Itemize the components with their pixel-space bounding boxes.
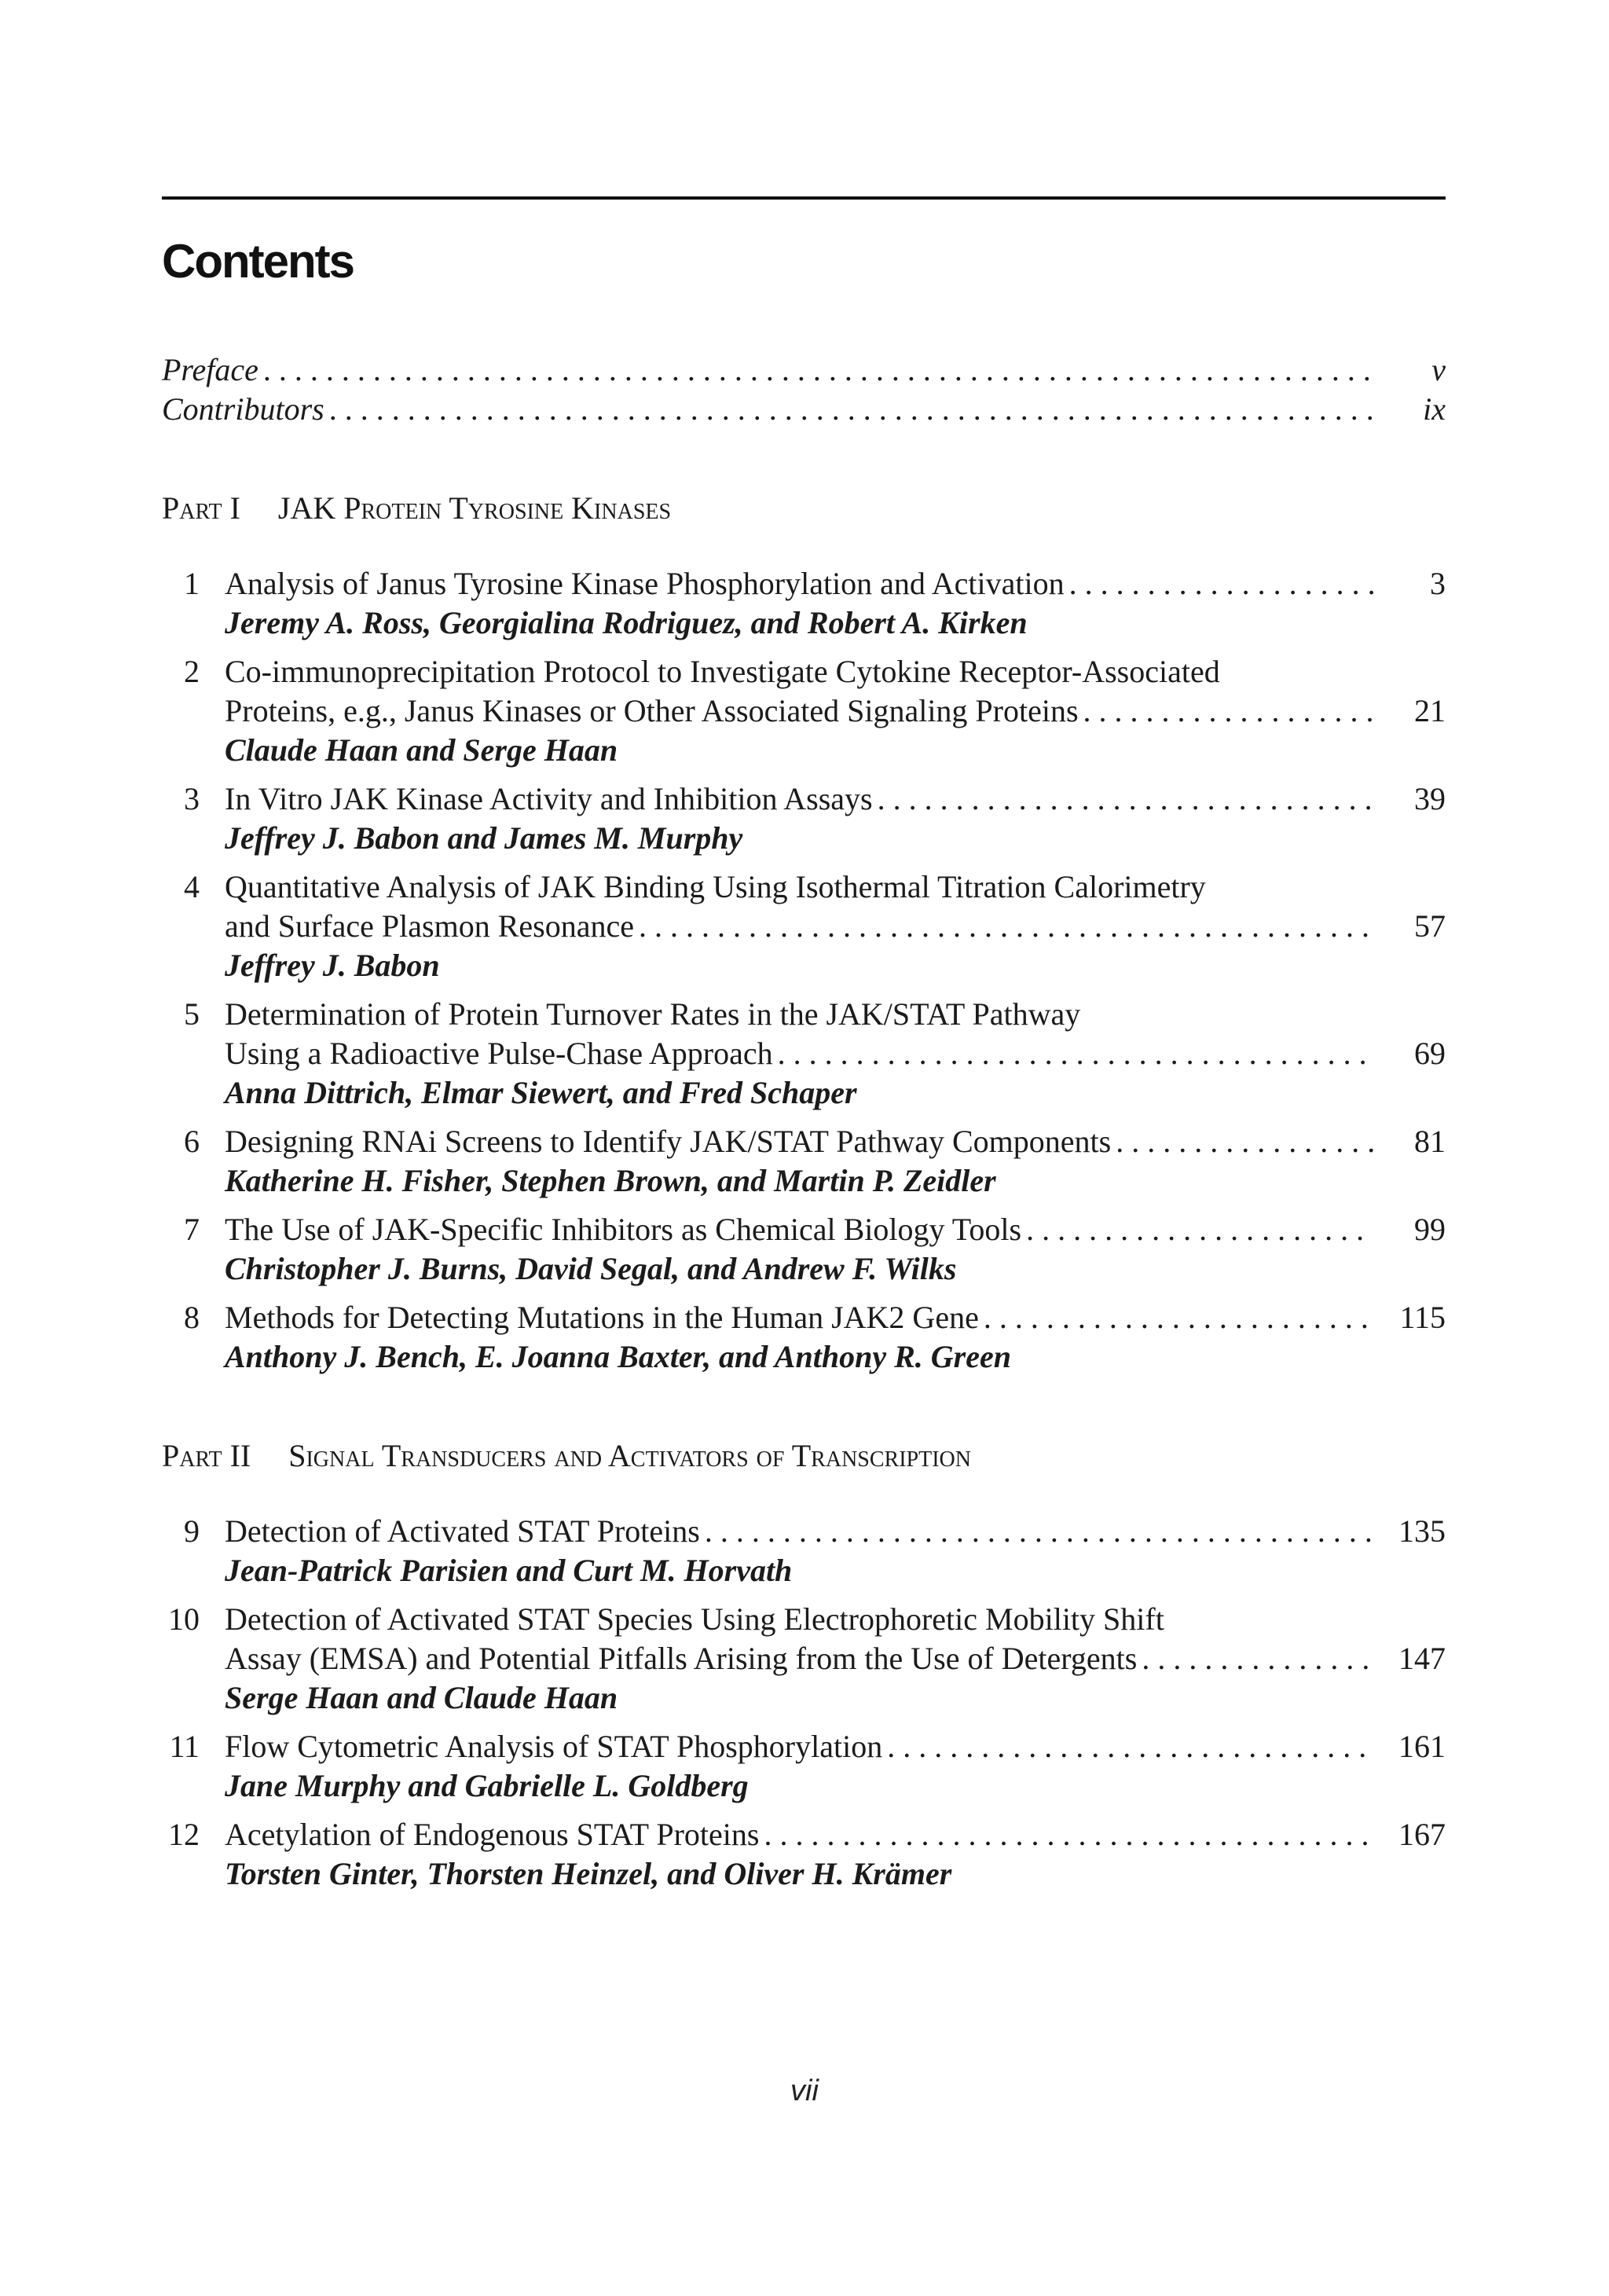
chapter-authors: Serge Haan and Claude Haan — [225, 1680, 618, 1715]
chapter-number: 6 — [184, 1124, 200, 1159]
front-matter-entry[interactable] — [162, 390, 1446, 429]
page-number: vii — [790, 2074, 819, 2107]
leader-dots — [1142, 1639, 1373, 1678]
chapter-title-text: Co-immunoprecipitation Protocol to Investigate Cytokine Receptor-Associated — [225, 654, 1220, 689]
chapter-title-line — [225, 1600, 1446, 1639]
chapter-authors: Jeffrey J. Babon — [225, 948, 440, 983]
entry-page: v — [1431, 352, 1446, 387]
leader-dots — [778, 1034, 1373, 1073]
chapter-page: 161 — [1398, 1729, 1446, 1764]
chapter-page: 39 — [1414, 781, 1446, 816]
chapter-number: 1 — [184, 566, 200, 601]
top-rule — [162, 196, 1446, 200]
chapter-title-line — [225, 1815, 1446, 1854]
chapter-page: 167 — [1398, 1817, 1446, 1852]
chapter-page: 57 — [1414, 908, 1446, 944]
chapter-entry[interactable] — [162, 1210, 1446, 1289]
chapter-title-text: Flow Cytometric Analysis of STAT Phosphorylation — [225, 1729, 883, 1764]
leader-dots — [1069, 564, 1373, 603]
chapter-title-line — [225, 779, 1446, 819]
chapter-page: 81 — [1414, 1124, 1446, 1159]
chapter-page: 21 — [1414, 693, 1446, 728]
chapter-entry[interactable] — [162, 1815, 1446, 1894]
chapter-list — [162, 1512, 1446, 1894]
chapter-entry[interactable] — [162, 779, 1446, 858]
chapter-number: 7 — [184, 1212, 200, 1247]
entry-title: Preface — [162, 352, 258, 387]
page-title: Contents — [162, 235, 354, 288]
chapter-title-line — [225, 1512, 1446, 1551]
chapter-title-line — [225, 907, 1446, 946]
chapter-title-text: Quantitative Analysis of JAK Binding Using Isothermal Titration Calorimetry — [225, 869, 1206, 904]
entry-title: Contributors — [162, 391, 324, 427]
chapter-title-line — [225, 995, 1446, 1034]
leader-dots — [263, 350, 1373, 390]
part-heading — [162, 489, 1446, 528]
part-title: Signal Transducers and Activators of Transcription — [288, 1438, 971, 1473]
front-matter-list — [162, 350, 1446, 429]
chapter-page: 99 — [1414, 1212, 1446, 1247]
front-matter-entry[interactable] — [162, 350, 1446, 390]
chapter-entry[interactable] — [162, 564, 1446, 643]
chapter-title-text: In Vitro JAK Kinase Activity and Inhibition Assays — [225, 781, 873, 816]
chapter-number: 2 — [184, 654, 200, 689]
chapter-number: 3 — [184, 781, 200, 816]
chapter-authors: Jane Murphy and Gabrielle L. Goldberg — [225, 1768, 749, 1803]
chapter-entry[interactable] — [162, 1298, 1446, 1377]
chapter-title-text: Analysis of Janus Tyrosine Kinase Phosphorylation and Activation — [225, 566, 1065, 601]
leader-dots — [1083, 691, 1373, 731]
chapter-authors: Katherine H. Fisher, Stephen Brown, and Martin P. Zeidler — [225, 1163, 996, 1198]
chapter-title-text: Detection of Activated STAT Proteins — [225, 1513, 700, 1549]
chapter-list — [162, 564, 1446, 1377]
chapter-entry[interactable] — [162, 1727, 1446, 1806]
chapter-entry[interactable] — [162, 652, 1446, 770]
chapter-title-text: Using a Radioactive Pulse-Chase Approach — [225, 1036, 773, 1071]
leader-dots — [329, 390, 1373, 429]
leader-dots — [1026, 1210, 1373, 1249]
chapter-title-line — [225, 652, 1446, 691]
chapter-authors: Jeffrey J. Babon and James M. Murphy — [225, 820, 743, 856]
chapter-title-line — [225, 691, 1446, 731]
chapter-title-text: Proteins, e.g., Janus Kinases or Other Associated Signaling Proteins — [225, 693, 1079, 728]
chapter-title-line — [225, 1210, 1446, 1249]
part-label: Part II — [162, 1438, 251, 1473]
chapter-entry[interactable] — [162, 1600, 1446, 1718]
chapter-title-text: and Surface Plasmon Resonance — [225, 908, 634, 944]
chapter-page: 69 — [1414, 1036, 1446, 1071]
chapter-entry[interactable] — [162, 995, 1446, 1113]
chapter-title-text: Determination of Protein Turnover Rates in the JAK/STAT Pathway — [225, 996, 1081, 1032]
leader-dots — [705, 1512, 1373, 1551]
chapter-title-line — [225, 1122, 1446, 1161]
chapter-title-text: Methods for Detecting Mutations in the Human JAK2 Gene — [225, 1300, 979, 1335]
chapter-authors: Jeremy A. Ross, Georgialina Rodriguez, and Robert A. Kirken — [225, 605, 1028, 640]
leader-dots — [639, 907, 1373, 946]
chapter-entry[interactable] — [162, 867, 1446, 985]
chapter-page: 147 — [1398, 1641, 1446, 1676]
chapter-number: 8 — [184, 1300, 200, 1335]
chapter-authors: Torsten Ginter, Thorsten Heinzel, and Oliver H. Krämer — [225, 1856, 952, 1891]
chapter-number: 4 — [184, 869, 200, 904]
chapter-authors: Jean-Patrick Parisien and Curt M. Horvath — [225, 1553, 793, 1588]
entry-page: ix — [1423, 391, 1446, 427]
parts-container — [162, 489, 1446, 1894]
chapter-number: 10 — [168, 1601, 200, 1637]
chapter-title-line — [225, 1298, 1446, 1337]
chapter-title-text: Designing RNAi Screens to Identify JAK/STAT Pathway Components — [225, 1124, 1112, 1159]
leader-dots — [887, 1727, 1373, 1766]
part-title: JAK Protein Tyrosine Kinases — [277, 490, 672, 526]
chapter-number: 12 — [168, 1817, 200, 1852]
chapter-authors: Anthony J. Bench, E. Joanna Baxter, and Anthony R. Green — [225, 1339, 1011, 1374]
chapter-title-text: Assay (EMSA) and Potential Pitfalls Arising from the Use of Detergents — [225, 1641, 1138, 1676]
chapter-title-line — [225, 1639, 1446, 1678]
chapter-authors: Claude Haan and Serge Haan — [225, 732, 618, 768]
chapter-title-line — [225, 867, 1446, 907]
chapter-title-line — [225, 1727, 1446, 1766]
chapter-number: 11 — [169, 1729, 200, 1764]
chapter-page: 115 — [1399, 1300, 1446, 1335]
chapter-number: 5 — [184, 996, 200, 1032]
chapter-authors: Christopher J. Burns, David Segal, and Andrew F. Wilks — [225, 1251, 957, 1286]
part-heading — [162, 1436, 1446, 1476]
chapter-number: 9 — [184, 1513, 200, 1549]
chapter-title-text: Detection of Activated STAT Species Using Electrophoretic Mobility Shift — [225, 1601, 1164, 1637]
part-label: Part I — [162, 490, 240, 526]
contents-body — [162, 196, 1446, 1903]
chapter-entry[interactable] — [162, 1512, 1446, 1590]
chapter-title-text: Acetylation of Endogenous STAT Proteins — [225, 1817, 760, 1852]
leader-dots — [984, 1298, 1373, 1337]
chapter-entry[interactable] — [162, 1122, 1446, 1201]
leader-dots — [878, 779, 1373, 819]
chapter-title-line — [225, 1034, 1446, 1073]
leader-dots — [1116, 1122, 1373, 1161]
chapter-page: 3 — [1430, 566, 1446, 601]
leader-dots — [764, 1815, 1373, 1854]
chapter-authors: Anna Dittrich, Elmar Siewert, and Fred Schaper — [225, 1075, 857, 1110]
chapter-title-text: The Use of JAK-Specific Inhibitors as Chemical Biology Tools — [225, 1212, 1022, 1247]
chapter-title-line — [225, 564, 1446, 603]
chapter-page: 135 — [1398, 1513, 1446, 1549]
